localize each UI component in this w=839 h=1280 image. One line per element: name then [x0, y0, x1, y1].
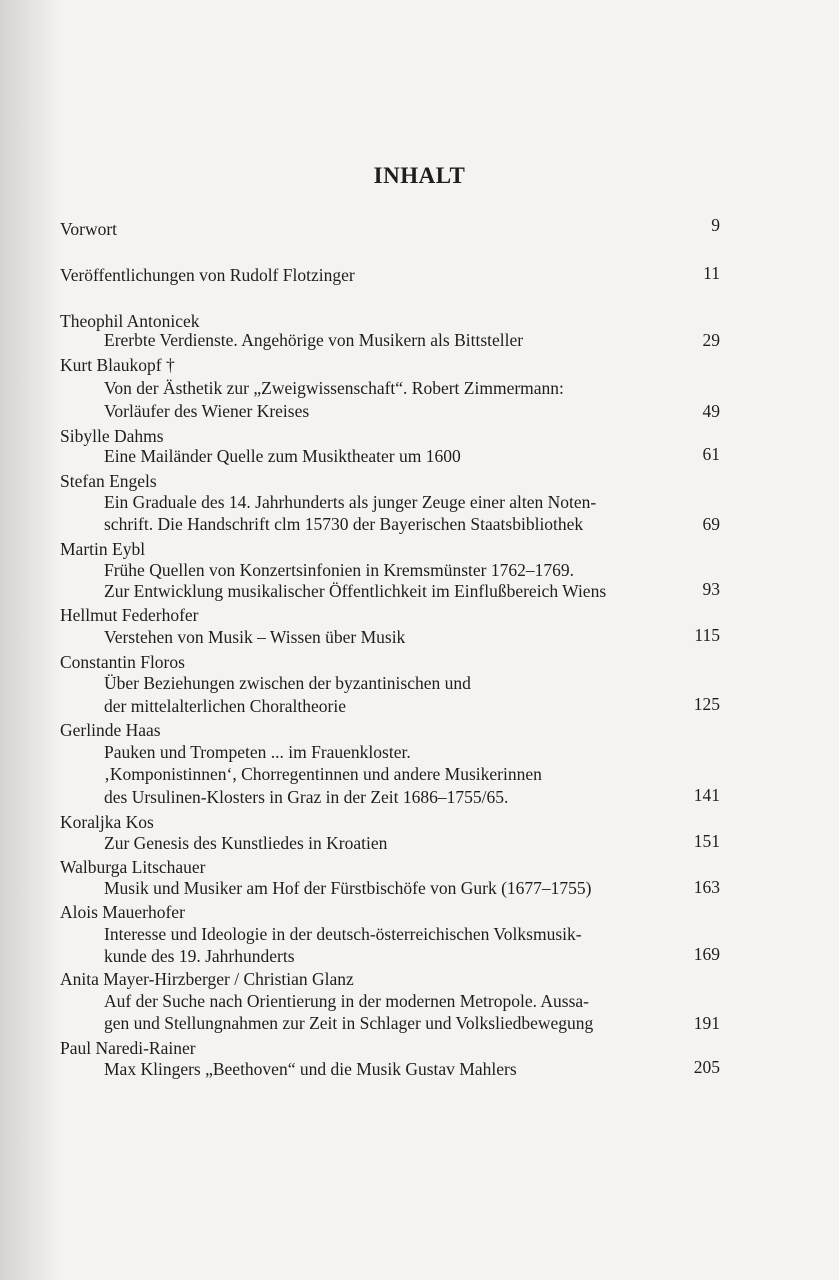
- toc-page-number: 29: [702, 330, 720, 350]
- toc-page-number: 163: [693, 877, 720, 897]
- toc-author: Walburga Litschauer: [60, 857, 206, 877]
- toc-article-title: Auf der Suche nach Orientierung in der modernen Metropole. Aussa-: [104, 991, 589, 1011]
- toc-author: Theophil Antonicek: [60, 311, 200, 331]
- toc-page-number: 115: [694, 625, 720, 645]
- toc-article-title: gen und Stellungnahmen zur Zeit in Schlager und Volksliedbewegung: [104, 1013, 594, 1033]
- toc-page-number: 169: [693, 944, 720, 964]
- toc-page-number: 11: [703, 263, 720, 283]
- toc-article-title: Von der Ästhetik zur „Zweigwissenschaft“. Robert Zimmermann:: [104, 378, 564, 398]
- toc-article-title: Pauken und Trompeten ... im Frauenkloster.: [104, 742, 411, 762]
- toc-article-title: Verstehen von Musik – Wissen über Musik: [104, 627, 406, 647]
- toc-article-title: Ein Graduale des 14. Jahrhunderts als junger Zeuge einer alten Noten-: [104, 492, 597, 512]
- toc-author: Paul Naredi-Rainer: [60, 1038, 196, 1058]
- toc-page-number: 49: [702, 401, 720, 421]
- toc-page-number: 191: [693, 1013, 720, 1033]
- toc-author: Gerlinde Haas: [60, 720, 161, 740]
- toc-page-number: 151: [693, 831, 720, 851]
- toc-author: Hellmut Federhofer: [60, 605, 199, 625]
- toc-article-title: Max Klingers „Beethoven“ und die Musik Gustav Mahlers: [104, 1059, 517, 1079]
- toc-page-number: 125: [693, 694, 720, 714]
- toc-author: Martin Eybl: [60, 539, 146, 559]
- toc-author: Kurt Blaukopf †: [60, 355, 175, 375]
- toc-author: Anita Mayer-Hirzberger / Christian Glanz: [60, 969, 354, 989]
- toc-page-number: 9: [711, 215, 720, 235]
- toc-page-number: 141: [693, 785, 720, 805]
- toc-article-title: Ererbte Verdienste. Angehörige von Musikern als Bittsteller: [104, 330, 524, 350]
- toc-author: Veröffentlichungen von Rudolf Flotzinger: [60, 265, 355, 285]
- toc-author: Koraljka Kos: [60, 812, 154, 832]
- toc-author: Constantin Floros: [60, 652, 185, 672]
- toc-author: Alois Mauerhofer: [60, 902, 185, 922]
- toc-article-title: Vorläufer des Wiener Kreises: [104, 401, 310, 421]
- toc-author: Stefan Engels: [60, 471, 157, 491]
- toc-author: Vorwort: [60, 219, 118, 239]
- toc-article-title: Frühe Quellen von Konzertsinfonien in Kremsmünster 1762–1769.: [104, 560, 574, 580]
- toc-article-title: kunde des 19. Jahrhunderts: [104, 946, 295, 966]
- page-title: INHALT: [373, 163, 466, 188]
- toc-page-number: 205: [693, 1057, 720, 1077]
- toc-article-title: der mittelalterlichen Choraltheorie: [104, 696, 346, 716]
- toc-article-title: ‚Komponistinnen‘, Chorregentinnen und andere Musikerinnen: [104, 764, 542, 784]
- toc-page-number: 61: [702, 444, 720, 464]
- toc-article-title: Eine Mailänder Quelle zum Musiktheater um 1600: [104, 446, 461, 466]
- toc-page-number: 69: [702, 514, 720, 534]
- toc-author: Sibylle Dahms: [60, 426, 164, 446]
- toc-article-title: Interesse und Ideologie in der deutsch-österreichischen Volksmusik-: [104, 924, 582, 944]
- toc-article-title: des Ursulinen-Klosters in Graz in der Zeit 1686–1755/65.: [104, 787, 509, 807]
- toc-article-title: Zur Genesis des Kunstliedes in Kroatien: [104, 833, 388, 853]
- toc-article-title: schrift. Die Handschrift clm 15730 der Bayerischen Staatsbibliothek: [104, 514, 584, 534]
- toc-article-title: Über Beziehungen zwischen der byzantinischen und: [104, 673, 471, 693]
- toc-page-number: 93: [702, 579, 720, 599]
- toc-article-title: Musik und Musiker am Hof der Fürstbischöfe von Gurk (1677–1755): [104, 878, 592, 898]
- toc-article-title: Zur Entwicklung musikalischer Öffentlichkeit im Einflußbereich Wiens: [104, 581, 607, 601]
